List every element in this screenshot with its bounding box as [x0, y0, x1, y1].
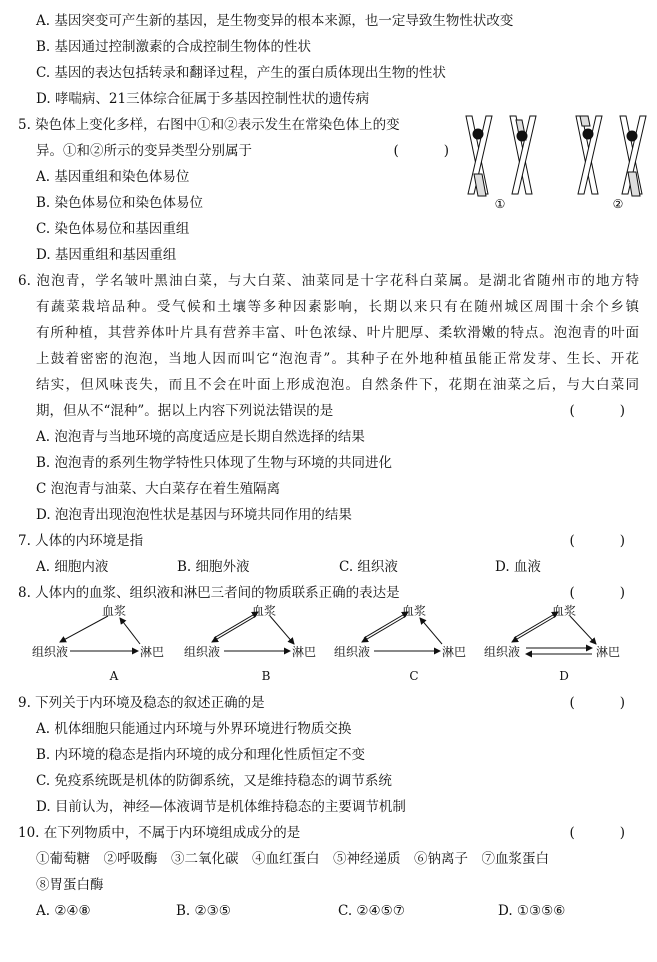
q6-line-3: 有所种植，其营养体叶片具有营养丰富、叶色浓绿、叶片肥厚、柔软滑嫩的特点。泡泡青的叶面: [36, 325, 639, 341]
q9-option-b: B. 内环境的稳态是指内环境的成分和理化性质恒定不变: [36, 747, 366, 763]
q10-option-b: B. ②③⑤: [176, 903, 231, 919]
q9-answer-blank[interactable]: ( ): [569, 695, 631, 711]
q7-stem: 7. 人体的内环境是指: [18, 533, 144, 549]
q7-option-a: A. 细胞内液: [36, 559, 109, 575]
q10-options: [36, 898, 636, 924]
fig-label-1: ①: [494, 197, 506, 211]
q8-a-lymph: 淋巴: [139, 645, 165, 659]
q6-line-6: 期，但从不“混种”。据以上内容下列说法错误的是: [36, 403, 334, 419]
q6-line-5: 结实，但风味丧失，而且不会在叶面上形成泡泡。自然条件下，花期在油菜之后，与大白菜同: [36, 377, 639, 393]
q8-stem: 8. 人体内的血浆、组织液和淋巴三者间的物质联系正确的表达是: [18, 585, 400, 601]
q6-answer-blank[interactable]: ( ): [569, 403, 631, 419]
q7-option-b: B. 细胞外液: [177, 559, 250, 575]
q9-option-a: A. 机体细胞只能通过内环境与外界环境进行物质交换: [36, 721, 352, 737]
chromosome-pair-2b: [620, 116, 646, 196]
q8-a-label: A: [109, 669, 119, 683]
q6-option-a: A. 泡泡青与当地环境的高度适应是长期自然选择的结果: [36, 429, 365, 445]
q9-option-d: D. 目前认为，神经—体液调节是机体维持稳态的主要调节机制: [36, 799, 406, 815]
q8-b-lymph: 淋巴: [291, 645, 317, 659]
q8-b-label: B: [261, 669, 271, 683]
q8-d-tissue: 组织液: [483, 645, 521, 659]
fig-label-2: ②: [612, 197, 624, 211]
q8-b-plasma: 血浆: [251, 604, 277, 618]
q6-option-b: B. 泡泡青的系列生物学特性只体现了生物与环境的共同进化: [36, 455, 393, 471]
q8-d-label: D: [559, 669, 569, 683]
q10-stem: 10. 在下列物质中，不属于内环境组成成分的是: [18, 825, 301, 841]
q8-diagrams: [28, 604, 638, 686]
q8-answer-blank[interactable]: ( ): [569, 585, 631, 601]
q8-c-plasma: 血浆: [401, 604, 427, 618]
q6-option-d: D. 泡泡青出现泡泡性状是基因与环境共同作用的结果: [36, 507, 352, 523]
q9-option-c: C. 免疫系统既是机体的防御系统，又是维持稳态的调节系统: [36, 773, 392, 789]
q7-answer-blank[interactable]: ( ): [569, 533, 631, 549]
chromosome-figure: [460, 112, 650, 212]
q5-option-a: A. 基因重组和染色体易位: [36, 169, 190, 185]
q5-option-b: B. 染色体易位和染色体易位: [36, 195, 204, 211]
q8-c-tissue: 组织液: [333, 645, 371, 659]
q6-line-1: 6. 泡泡青，学名皱叶黑油白菜，与大白菜、油菜同是十字花科白菜属。是湖北省随州市的地方特: [18, 273, 639, 289]
q8-diagram-d: [512, 612, 596, 654]
q7-option-d: D. 血液: [495, 559, 541, 575]
q8-a-plasma: 血浆: [101, 604, 127, 618]
chromosome-pair-1a: [466, 116, 492, 196]
q10-option-c: C. ②④⑤⑦: [338, 903, 405, 919]
q10-option-a: A. ②④⑧: [36, 903, 91, 919]
q10-items-line2: ⑧胃蛋白酶: [36, 877, 104, 893]
q9-stem: 9. 下列关于内环境及稳态的叙述正确的是: [18, 695, 265, 711]
q8-d-plasma: 血浆: [551, 604, 577, 618]
q8-c-label: C: [409, 669, 419, 683]
q10-answer-blank[interactable]: ( ): [569, 825, 631, 841]
q6-line-2: 有蔬菜栽培品种。受气候和土壤等多种因素影响，长期以来只有在随州城区周围十余个乡镇: [36, 299, 639, 315]
q8-c-lymph: 淋巴: [441, 645, 467, 659]
q6-line-4: 上鼓着密密的泡泡，当地人因而叫它“泡泡青”。其种子在外地种植虽能正常发芽、生长、开花: [36, 351, 639, 367]
q8-b-tissue: 组织液: [183, 645, 221, 659]
chromosome-pair-2a: [576, 116, 602, 194]
q7-option-c: C. 组织液: [339, 559, 398, 575]
q5-answer-blank[interactable]: ( ): [393, 143, 455, 159]
q5-option-c: C. 染色体易位和基因重组: [36, 221, 190, 237]
chromosome-pair-1b: [510, 116, 536, 194]
q8-d-lymph: 淋巴: [595, 645, 621, 659]
q7-options: [36, 554, 636, 580]
q10-option-d: D. ①③⑤⑥: [498, 903, 566, 919]
q8-a-tissue: 组织液: [31, 645, 69, 659]
q5-stem-line2: 异。①和②所示的变异类型分别属于: [36, 143, 252, 159]
q6-option-c: C 泡泡青与油菜、大白菜存在着生殖隔离: [36, 481, 281, 497]
q5-option-d: D. 基因重组和基因重组: [36, 247, 177, 263]
q8-diagram-a: [60, 616, 140, 651]
q5-stem-line1: 5. 染色体上变化多样，右图中①和②表示发生在常染色体上的变: [18, 117, 400, 133]
q4-option-a: A. 基因突变可产生新的基因，是生物变异的根本来源，也一定导致生物性状改变: [36, 13, 514, 29]
q10-items-line1: ①葡萄糖 ②呼吸酶 ③二氧化碳 ④血红蛋白 ⑤神经递质 ⑥钠离子 ⑦血浆蛋白: [36, 851, 549, 867]
q4-option-d: D. 哮喘病、21三体综合征属于多基因控制性状的遗传病: [36, 91, 370, 107]
q4-option-c: C. 基因的表达包括转录和翻译过程，产生的蛋白质体现出生物的性状: [36, 65, 446, 81]
q4-option-b: B. 基因通过控制激素的合成控制生物体的性状: [36, 39, 312, 55]
